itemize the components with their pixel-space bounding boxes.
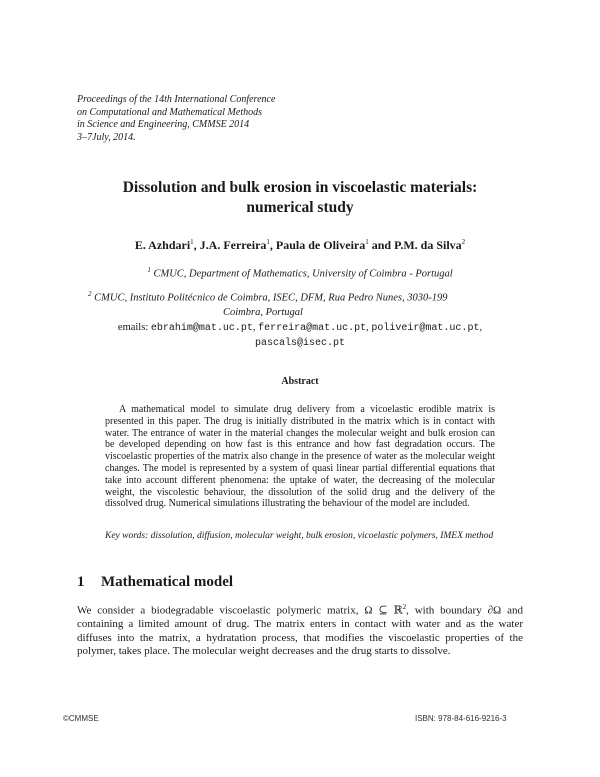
affiliation-marker: 1: [190, 238, 194, 246]
affiliation-text: CMUC, Department of Mathematics, University of Coimbra - Portugal: [153, 268, 453, 280]
section-heading: [77, 574, 233, 591]
email-block: emails: ebrahim@mat.uc.pt, ferreira@mat.uc.pt, poliveir@mat.uc.pt, pascals@isec.pt: [117, 322, 483, 349]
affiliation-marker: 1: [365, 238, 369, 246]
paragraph-text: and containing a limited amount of drug. The matrix enters in contact with water and as the water diffuses into the matrix, a hydratation process, that modifies the viscoelastic properties of the polymer, takes place. The molecular weight decreases and the drug starts to dissolve.: [77, 604, 523, 658]
affiliation-text: Coimbra, Portugal: [223, 306, 303, 318]
affiliation-marker: 1: [266, 238, 270, 246]
email-link[interactable]: poliveir@mat.uc.pt: [371, 323, 480, 334]
email-link[interactable]: ebrahim@mat.uc.pt: [150, 323, 253, 334]
affiliation-1: [60, 266, 540, 280]
keywords-label: Key words:: [105, 531, 149, 541]
math-domain: Ω ⊆ ℝ: [364, 604, 403, 617]
footer-isbn: ISBN: 978-84-616-9216-3: [415, 714, 507, 723]
author-name: P.M. da Silva: [394, 238, 462, 252]
paragraph-text: , with boundary: [406, 604, 488, 617]
section-title: Mathematical model: [101, 574, 234, 590]
proceedings-header: [77, 94, 275, 144]
paper-title-line1: Dissolution and bulk erosion in viscoelastic materials:: [122, 179, 478, 196]
section-paragraph: [77, 601, 523, 659]
author-name: E. Azhdari: [134, 238, 191, 252]
paper-title: [60, 178, 540, 218]
affiliation-number: 2: [88, 290, 92, 298]
author-name: J.A. Ferreira: [199, 238, 267, 252]
author-separator: ,: [269, 238, 276, 252]
abstract-heading: Abstract: [281, 376, 319, 387]
math-superscript: 2: [402, 603, 407, 611]
author-list: [60, 238, 540, 253]
proceedings-line: Proceedings of the 14th International Conference: [77, 94, 276, 105]
email-link[interactable]: ferreira@mat.uc.pt: [258, 323, 367, 334]
section-number: 1: [77, 574, 85, 590]
affiliation-marker: 2: [461, 238, 466, 246]
proceedings-line: in Science and Engineering, CMMSE 2014: [77, 119, 250, 130]
footer-copyright: ©CMMSE: [63, 714, 99, 723]
author-name: Paula de Oliveira: [275, 238, 366, 252]
keywords: [105, 531, 495, 543]
proceedings-line: on Computational and Mathematical Methods: [77, 106, 262, 118]
author-separator: and: [368, 238, 395, 252]
email-link[interactable]: pascals@isec.pt: [254, 338, 345, 349]
paragraph-text: We consider a biodegradable viscoelastic polymeric matrix,: [77, 604, 365, 617]
email-label: emails:: [117, 322, 149, 333]
author-separator: ,: [193, 238, 200, 252]
proceedings-line: 3–7July, 2014.: [77, 131, 136, 143]
abstract-text: A mathematical model to simulate drug delivery from a vicoelastic erodible matrix is presented in this paper. The drug is initially distributed in the matrix which is in contact with water. The entrance of water in the material changes the molecular weight and bulk erosion can be developed depending on how fast is this entrance and how fast degradation occurs. The viscoelastic properties of the matrix also change in the presence of water as the molecular weight changes. The model is represented by a system of quasi linear partial differential equations that take into account different phenomena: the uptake of water, the decreasing of the molecular weight, the viscolestic behaviour, the dissolution of the solid drug and the delivery of the dissolved drug. Numerical simulations illustrating the behaviour of the model are included.: [105, 404, 495, 510]
affiliation-2: [88, 287, 448, 320]
affiliation-number: 1: [147, 266, 151, 274]
paper-title-line2: numerical study: [246, 199, 354, 216]
math-boundary: ∂Ω: [487, 604, 502, 617]
keywords-text: dissolution, diffusion, molecular weight, bulk erosion, vicoelastic polymers, IMEX method: [150, 531, 494, 541]
affiliation-text: CMUC, Instituto Politécnico de Coimbra, ISEC, DFM, Rua Pedro Nunes, 3030-199: [94, 292, 448, 304]
